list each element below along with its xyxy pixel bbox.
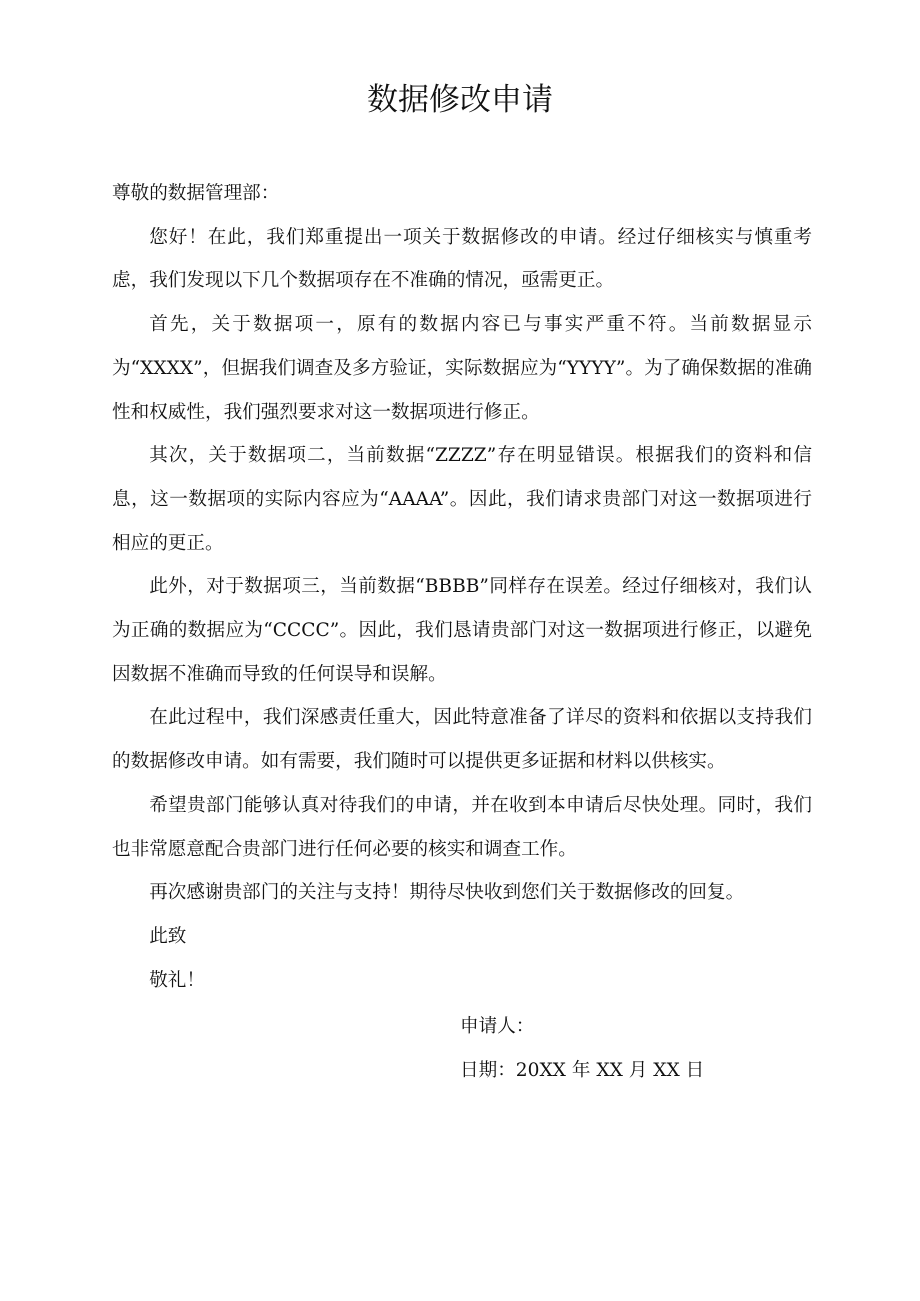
closing-line-1: 此致 (149, 925, 187, 947)
paragraph-item-two: 其次，关于数据项二，当前数据“ZZZZ”存在明显错误。根据我们的资料和信息，这一数据项的实际内容应为“AAAA”。因此，我们请求贵部门对这一数据项进行相应的更正。 (112, 445, 812, 554)
paragraph-materials: 在此过程中，我们深感责任重大，因此特意准备了详尽的资料和依据以支持我们的数据修改申请。如有需要，我们随时可以提供更多证据和材料以供核实。 (112, 707, 812, 773)
signature-block (460, 1005, 820, 1092)
paragraph-thanks: 再次感谢贵部门的关注与支持！期待尽快收到您们关于数据修改的回复。 (149, 882, 745, 904)
paragraph-item-one: 首先，关于数据项一，原有的数据内容已与事实严重不符。当前数据显示为“XXXX”，但据我们调查及多方验证，实际数据应为“YYYY”。为了确保数据的准确性和权威性，我们强烈要求对这一数据项进行修正。 (112, 314, 812, 423)
closing-line-2: 敬礼！ (149, 969, 205, 991)
salutation: 尊敬的数据管理部： (112, 183, 280, 204)
letter-body (112, 172, 812, 1002)
paragraph-item-three: 此外，对于数据项三，当前数据“BBBB”同样存在误差。经过仔细核对，我们认为正确的数据应为“CCCC”。因此，我们恳请贵部门对这一数据项进行修正，以避免因数据不准确而导致的任何误导和误解。 (112, 576, 812, 685)
paragraph-greeting: 您好！在此，我们郑重提出一项关于数据修改的申请。经过仔细核实与慎重考虑，我们发现以下几个数据项存在不准确的情况，亟需更正。 (112, 226, 812, 292)
applicant-label: 申请人： (460, 1016, 535, 1037)
date-line: 日期：20XX 年 XX 月 XX 日 (460, 1059, 705, 1081)
document-title: 数据修改申请 (367, 82, 553, 118)
paragraph-request: 希望贵部门能够认真对待我们的申请，并在收到本申请后尽快处理。同时，我们也非常愿意配合贵部门进行任何必要的核实和调查工作。 (112, 794, 812, 860)
